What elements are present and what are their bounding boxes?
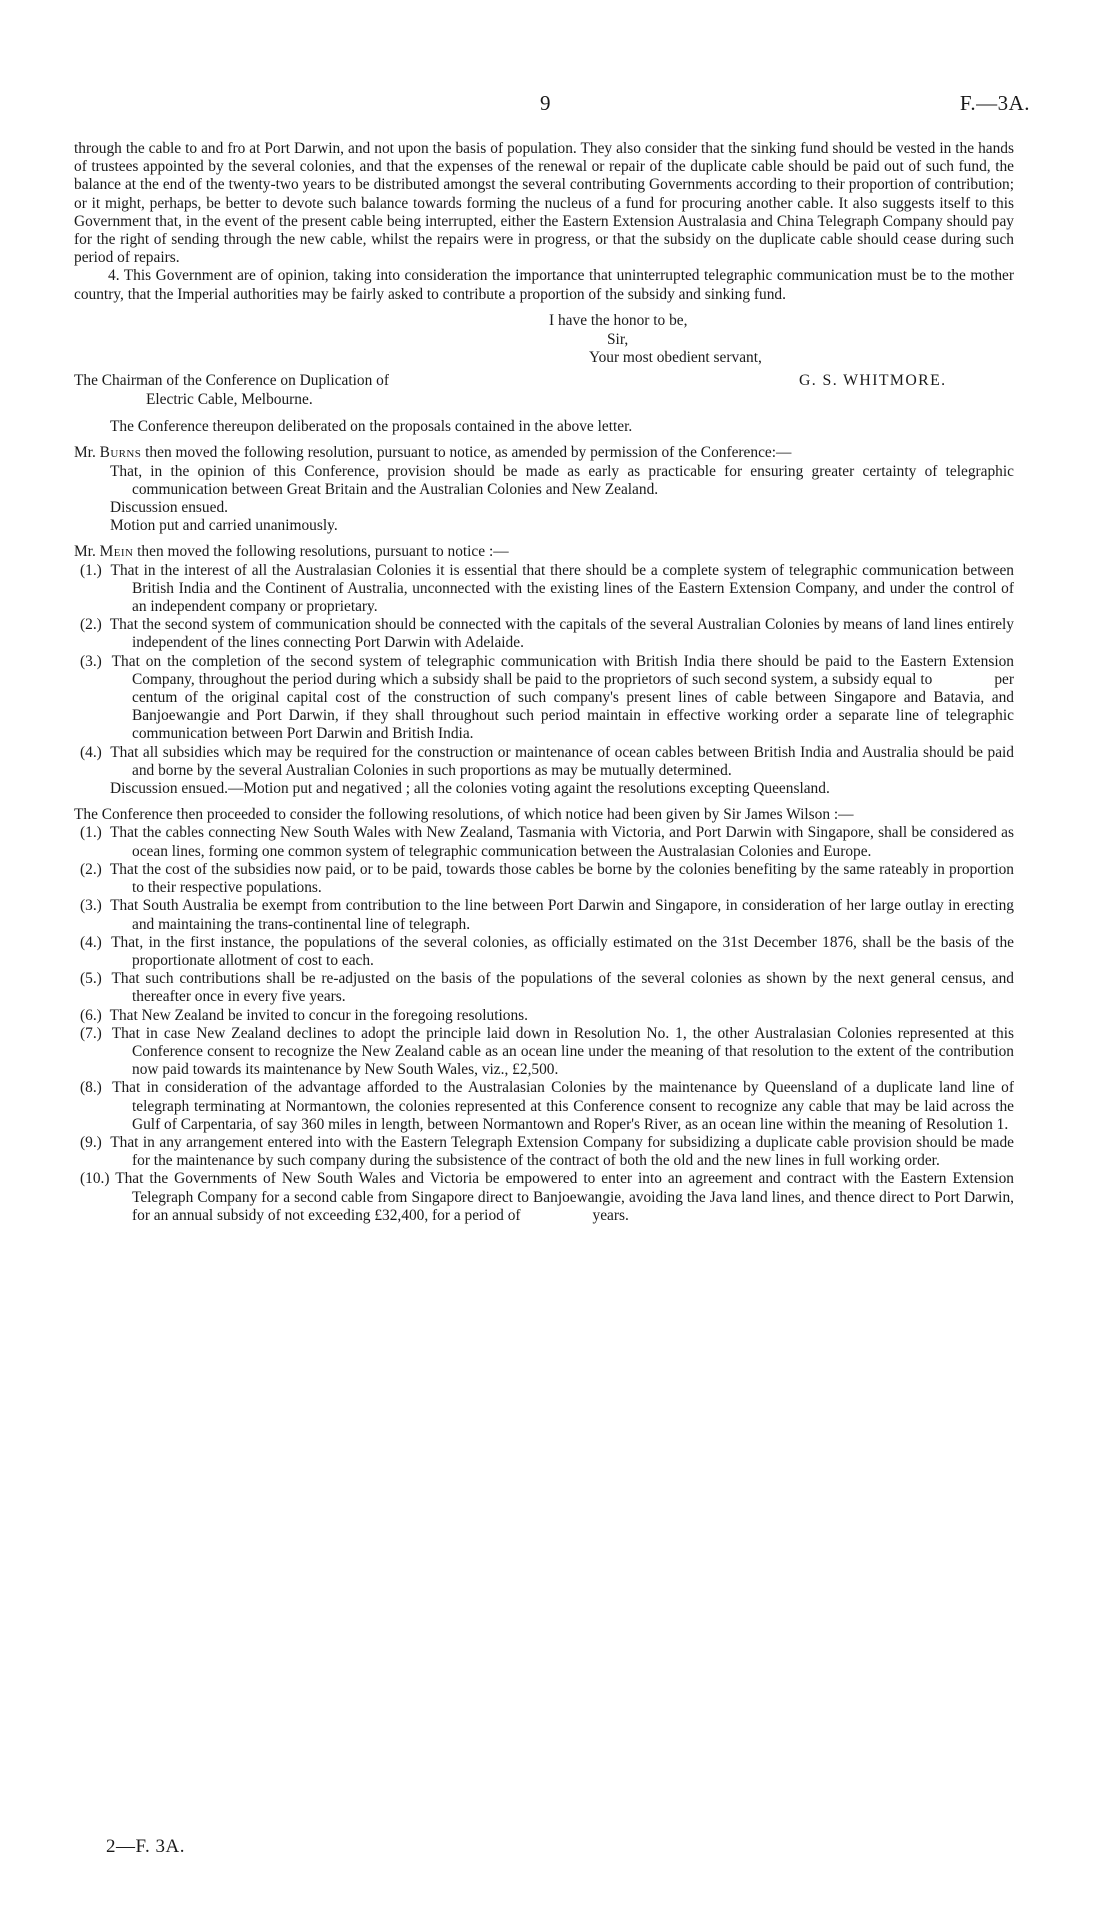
wilson-resolutions-section xyxy=(74,806,1014,1225)
wilson-resolution: (2.) That the cost of the subsidies now paid, or to be paid, towards those cables be borne by the colonies benefiting by the same rateably in proportion to their respective populations. xyxy=(80,860,1014,897)
closing-servant: Your most obedient servant, xyxy=(589,349,762,367)
page-body xyxy=(74,140,1014,1225)
letter-paragraph-4: 4. This Government are of opinion, taking into consideration the importance that uninterrupted telegraphic communication must be to the mother country, that the Imperial authorities may be fairly asked to contribute a proportion of the subsidy and sinking fund. xyxy=(74,267,1014,303)
document-reference: F.—3A. xyxy=(959,91,1030,115)
mein-resolution: (4.) That all subsidies which may be required for the construction or maintenance of ocean cables between British India and Australia should be paid and borne by the several Australian Colonies in such proportions as may be mutually determined. xyxy=(80,743,1014,779)
mein-name: Mein xyxy=(99,543,134,561)
mein-resolution: (1.) That in the interest of all the Australasian Colonies it is essential that there should be a complete system of telegraphic communication between British India and the Continent of Australia, unconnected with the existing lines of the Eastern Extension Company, and under the control of an independent company or proprietary. xyxy=(80,561,1014,616)
deliberation-note: The Conference thereupon deliberated on the proposals contained in the above letter. xyxy=(110,418,633,436)
mein-resolution: (2.) That the second system of communication should be connected with the capitals of the several Australian Colonies by means of land lines entirely independent of the lines connecting Port Darwin with Adelaide. xyxy=(80,616,1014,652)
mein-discussion: Discussion ensued.—Motion put and negatived ; all the colonies voting againt the resolutions excepting Queensland. xyxy=(110,780,830,798)
wilson-resolution: (8.) That in consideration of the advantage afforded to the Australasian Colonies by the maintenance by Queensland of a duplicate land line of telegraph terminating at Normantown, the colonies represented at this Conference consent to recognize any cable that may be laid across the Gulf of Carpentaria, of say 360 miles in length, between Normantown and Roper's River, as an ocean line within the meaning of Resolution 1. xyxy=(80,1079,1014,1133)
wilson-resolution: (3.) That South Australia be exempt from contribution to the line between Port Darwin and Singapore, in consideration of her large outlay in erecting and maintaining the trans-continental line of telegraph. xyxy=(80,897,1014,933)
burns-motion-text: then moved the following resolution, pursuant to notice, as amended by permission of the Conference:— xyxy=(145,444,792,462)
wilson-intro: The Conference then proceeded to consider the following resolutions, of which notice had been given by Sir James Wilson :— xyxy=(74,806,854,824)
mein-resolution: (3.) That on the completion of the second system of telegraphic communication with British India there should be paid to the Eastern Extension Company, throughout the period during which a subsidy shall be paid to the proprietors of such second system, a subsidy equal to per centum of the original capital cost of the construction of such company's present lines of cable between Singapore and Batavia, and Banjoewangie and Port Darwin, if they shall throughout such period maintain in effective working order a separate line of telegraphic communication between Port Darwin and British India. xyxy=(80,652,1014,743)
burns-discussion: Discussion ensued. xyxy=(110,499,228,517)
wilson-resolution: (6.) That New Zealand be invited to concur in the foregoing resolutions. xyxy=(80,1006,528,1024)
closing-sir: Sir, xyxy=(607,330,629,348)
burns-prefix: Mr. xyxy=(74,444,96,462)
footer-signature-mark: 2—F. 3A. xyxy=(106,1836,186,1857)
burns-resolution: That, in the opinion of this Conference, provision should be made as early as practicable for ensuring greater certainty of telegraphic communication between Great Britain and the Australian Colonies and New Zealand. xyxy=(110,462,1014,498)
wilson-resolution: (10.) That the Governments of New South Wales and Victoria be empowered to enter into an agreement and contract with the Eastern Extension Telegraph Company for a second cable from Singapore direct to Banjoewangie, avoiding the Java land lines, and thence direct to Port Darwin, for an annual subsidy of not exceeding £32,400, for a period of years. xyxy=(80,1170,1014,1224)
mein-motion-section xyxy=(74,543,1014,798)
wilson-resolution: (9.) That in any arrangement entered into with the Eastern Telegraph Extension Company for subsidizing a duplicate cable provision should be made for the maintenance by such company during the subsistence of the contract of both the old and the new lines in full working order. xyxy=(80,1133,1014,1170)
mein-prefix: Mr. xyxy=(74,543,96,561)
burns-motion-section xyxy=(74,444,1014,535)
letter-closing xyxy=(549,312,1014,368)
closing-honor: I have the honor to be, xyxy=(549,311,688,329)
page-number: 9 xyxy=(540,91,551,115)
mein-motion xyxy=(74,543,1014,561)
addressee-and-signature xyxy=(74,372,1014,410)
wilson-resolution: (4.) That, in the first instance, the populations of the several colonies, as officially estimated on the 31st December 1876, shall be the basis of the proportionate allotment of cost to each. xyxy=(80,933,1014,969)
mein-motion-text: then moved the following resolutions, pursuant to notice :— xyxy=(137,543,509,561)
burns-name: Burns xyxy=(99,444,142,462)
letter-paragraph-continued: through the cable to and fro at Port Darwin, and not upon the basis of population. They also consider that the sinking fund should be vested in the hands of trustees appointed by the several colonies, and that the expenses of the renewal or repair of the duplicate cable should be paid out of such fund, the balance at the end of the twenty-two years to be distributed amongst the several contributing Governments according to their proportion of contribution; or it might, perhaps, be better to devote such balance towards forming the nucleus of a fund for procuring another cable. It also suggests itself to this Government that, in the event of the present cable being interrupted, either the Eastern Extension Australasia and China Telegraph Company should pay for the right of sending through the new cable, whilst the repairs were in progress, or that the subsidy on the duplicate cable should cease during such period of repairs. xyxy=(74,140,1014,267)
burns-result: Motion put and carried unanimously. xyxy=(110,517,338,535)
addressee-line-1: The Chairman of the Conference on Duplication of xyxy=(74,372,389,390)
wilson-resolution: (5.) That such contributions shall be re-adjusted on the basis of the populations of the several colonies as shown by the next general census, and thereafter once in every five years. xyxy=(80,970,1014,1006)
wilson-resolution: (7.) That in case New Zealand declines to adopt the principle laid down in Resolution No. 1, the other Australasian Colonies represented at this Conference consent to recognize the New Zealand cable as an ocean line under the meaning of that resolution to the extent of the contribution now paid towards its maintenance by New South Wales, viz., £2,500. xyxy=(80,1024,1015,1079)
addressee-line-2: Electric Cable, Melbourne. xyxy=(146,391,313,409)
signature: G. S. WHITMORE. xyxy=(799,372,947,390)
burns-motion xyxy=(74,444,1014,462)
wilson-resolution: (1.) That the cables connecting New South Wales with New Zealand, Tasmania with Victoria, and Port Darwin with Singapore, shall be considered as ocean lines, forming one common system of telegraphic communication between the Australasian Colonies and Europe. xyxy=(80,824,1015,860)
